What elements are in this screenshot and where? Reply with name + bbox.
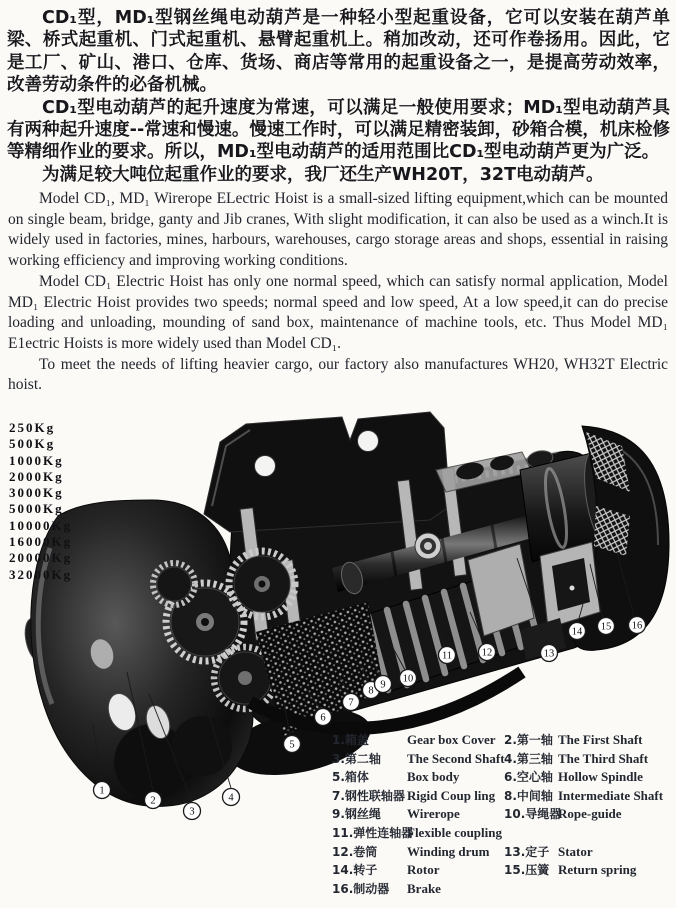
legend-part-name-en: The Third Shaft bbox=[558, 750, 649, 766]
legend-part-name-en: Brake bbox=[407, 880, 441, 896]
callout-number: 14 bbox=[571, 626, 583, 638]
legend-part-name-en: Wirerope bbox=[407, 806, 460, 822]
ball-bearing bbox=[415, 533, 441, 559]
legend-row bbox=[332, 768, 674, 787]
legend-row bbox=[332, 787, 674, 806]
callout-number: 1 bbox=[99, 785, 105, 797]
callout-number: 9 bbox=[380, 679, 386, 691]
legend-part-label: 5.箱体 bbox=[332, 770, 369, 785]
capacity-item: 5000Kg bbox=[9, 501, 64, 517]
chinese-paragraph: CD₁型电动葫芦的起升速度为常速，可以满足一般使用要求；MD₁型电动葫芦具有两种起升速度--常速和慢速。慢速工作时，可以满足精密装卸，砂箱合模，机床检修等精细作业的要求。所以，MD₁型电动葫芦的适用范围比CD₁型电动葫芦更为广泛。 bbox=[7, 97, 670, 163]
legend-part-label: 8.中间轴 bbox=[504, 788, 553, 803]
legend-row bbox=[332, 843, 674, 862]
english-paragraph: To meet the needs of lifting heavier cargo, our factory also manufactures WH20, WH32T Electric hoist. bbox=[8, 355, 668, 394]
legend-part-label: 11.弹性连轴器 bbox=[332, 825, 414, 840]
legend-part-name-en: Intermediate Shaft bbox=[558, 787, 664, 803]
capacity-item: 10000Kg bbox=[9, 517, 73, 533]
callout-number: 15 bbox=[600, 621, 612, 633]
legend-row bbox=[332, 805, 674, 824]
legend-part-label: 6.空心轴 bbox=[504, 770, 553, 785]
legend-part-label: 16.制动器 bbox=[332, 881, 390, 896]
callout-number: 2 bbox=[150, 795, 156, 807]
legend-row bbox=[332, 750, 674, 769]
legend-part-name-en: Winding drum bbox=[407, 843, 490, 859]
english-paragraph: Model CD₁ Electric Hoist has only one normal speed, which can satisfy normal application, Model MD₁ Electric Hoist provides two speeds; normal speed and low speed, At a low speed,it can do precise loading and unloading, mounding of sand box, maintenance of machine tools, etc. Thus Model MD₁ E1ectric Hoists is more widely used than Model CD₁. bbox=[8, 272, 668, 352]
legend-part-name-en: Flexible coupling bbox=[407, 824, 502, 840]
legend-part-name-en: Return spring bbox=[558, 862, 637, 878]
legend-part-label: 1.箱盖 bbox=[332, 733, 369, 747]
callout-number: 11 bbox=[441, 650, 453, 662]
callout-number: 13 bbox=[543, 648, 555, 660]
legend-part-label: 9.钢丝绳 bbox=[332, 807, 381, 822]
callout-number: 3 bbox=[189, 806, 195, 818]
callout-number: 8 bbox=[368, 685, 374, 697]
legend-part-label: 10.导绳器 bbox=[504, 807, 562, 822]
callout-number: 4 bbox=[228, 792, 234, 804]
english-intro bbox=[8, 189, 668, 396]
english-paragraph: Model CD₁, MD₁ Wirerope ELectric Hoist is a small-sized lifting equipment,which can be mounted on single beam, bridge, ganty and Jib cranes, With slight modification, it can also be used as a winch.It is widely used in factories, mines, harbours, warehouses, cargo storage areas and shops, essential in raising working efficiency and improving working conditions. bbox=[8, 190, 668, 270]
legend-row bbox=[332, 880, 674, 899]
callout-number: 10 bbox=[402, 673, 414, 685]
bracket-hole bbox=[358, 431, 379, 452]
capacity-item: 16000Kg bbox=[9, 534, 73, 550]
capacity-item: 2000Kg bbox=[9, 468, 64, 484]
legend-part-name-en: The First Shaft bbox=[558, 732, 643, 747]
capacity-item: 1000Kg bbox=[9, 452, 64, 468]
capacity-item: 500Kg bbox=[9, 436, 56, 452]
legend-part-name-en: Rope-guide bbox=[558, 806, 622, 822]
legend-part-label: 2.第一轴 bbox=[504, 733, 553, 747]
legend-part-name-en: Stator bbox=[558, 843, 593, 859]
capacity-item: 3000Kg bbox=[9, 485, 64, 501]
bracket-hole bbox=[255, 456, 276, 477]
legend-part-name-en: Box body bbox=[407, 769, 460, 785]
legend-row bbox=[332, 824, 674, 843]
legend-row bbox=[332, 731, 674, 750]
callout-number: 6 bbox=[320, 712, 326, 724]
chinese-paragraph: CD₁型，MD₁型钢丝绳电动葫芦是一种轻小型起重设备，它可以安装在葫芦单梁、桥式起重机、门式起重机、悬臂起重机上。稍加改动，还可作卷扬用。因此，它是工厂、矿山、港口、仓库、货场、商店等常用的起重设备之一，是提高劳动效率，改善劳动条件的必备机械。 bbox=[7, 8, 670, 96]
legend-part-label: 7.钢性联轴器 bbox=[332, 788, 405, 803]
chinese-paragraph: 为满足较大吨位起重作业的要求，我厂还生产WH20T，32T电动葫芦。 bbox=[42, 164, 604, 185]
legend-row bbox=[332, 861, 674, 880]
callout-number: 12 bbox=[481, 647, 493, 659]
callout-number: 5 bbox=[289, 739, 295, 751]
capacity-item: 32000Kg bbox=[9, 566, 73, 582]
capacity-item: 20000Kg bbox=[9, 550, 73, 566]
legend-part-label: 14.转子 bbox=[332, 863, 378, 878]
legend-part-name-en: Hollow Spindle bbox=[558, 769, 643, 785]
capacity-item: 250Kg bbox=[9, 420, 56, 435]
legend-part-label: 13.定子 bbox=[504, 844, 550, 859]
legend-part-name-en: The Second Shaft bbox=[407, 750, 505, 766]
legend-part-name-en: Rigid Coup ling bbox=[407, 787, 496, 803]
capacity-list bbox=[9, 420, 72, 583]
legend-part-label: 3.第二轴 bbox=[332, 751, 381, 766]
legend-part-label: 4.第三轴 bbox=[504, 751, 553, 766]
callout-number: 7 bbox=[348, 697, 354, 709]
parts-legend bbox=[332, 731, 674, 898]
legend-part-name-en: Rotor bbox=[407, 862, 440, 878]
legend-part-label: 12.卷筒 bbox=[332, 844, 378, 859]
chinese-intro bbox=[7, 7, 670, 186]
legend-part-label: 15.压簧 bbox=[504, 863, 550, 878]
legend-part-name-en: Gear box Cover bbox=[407, 732, 496, 747]
callout-number: 16 bbox=[631, 620, 643, 632]
